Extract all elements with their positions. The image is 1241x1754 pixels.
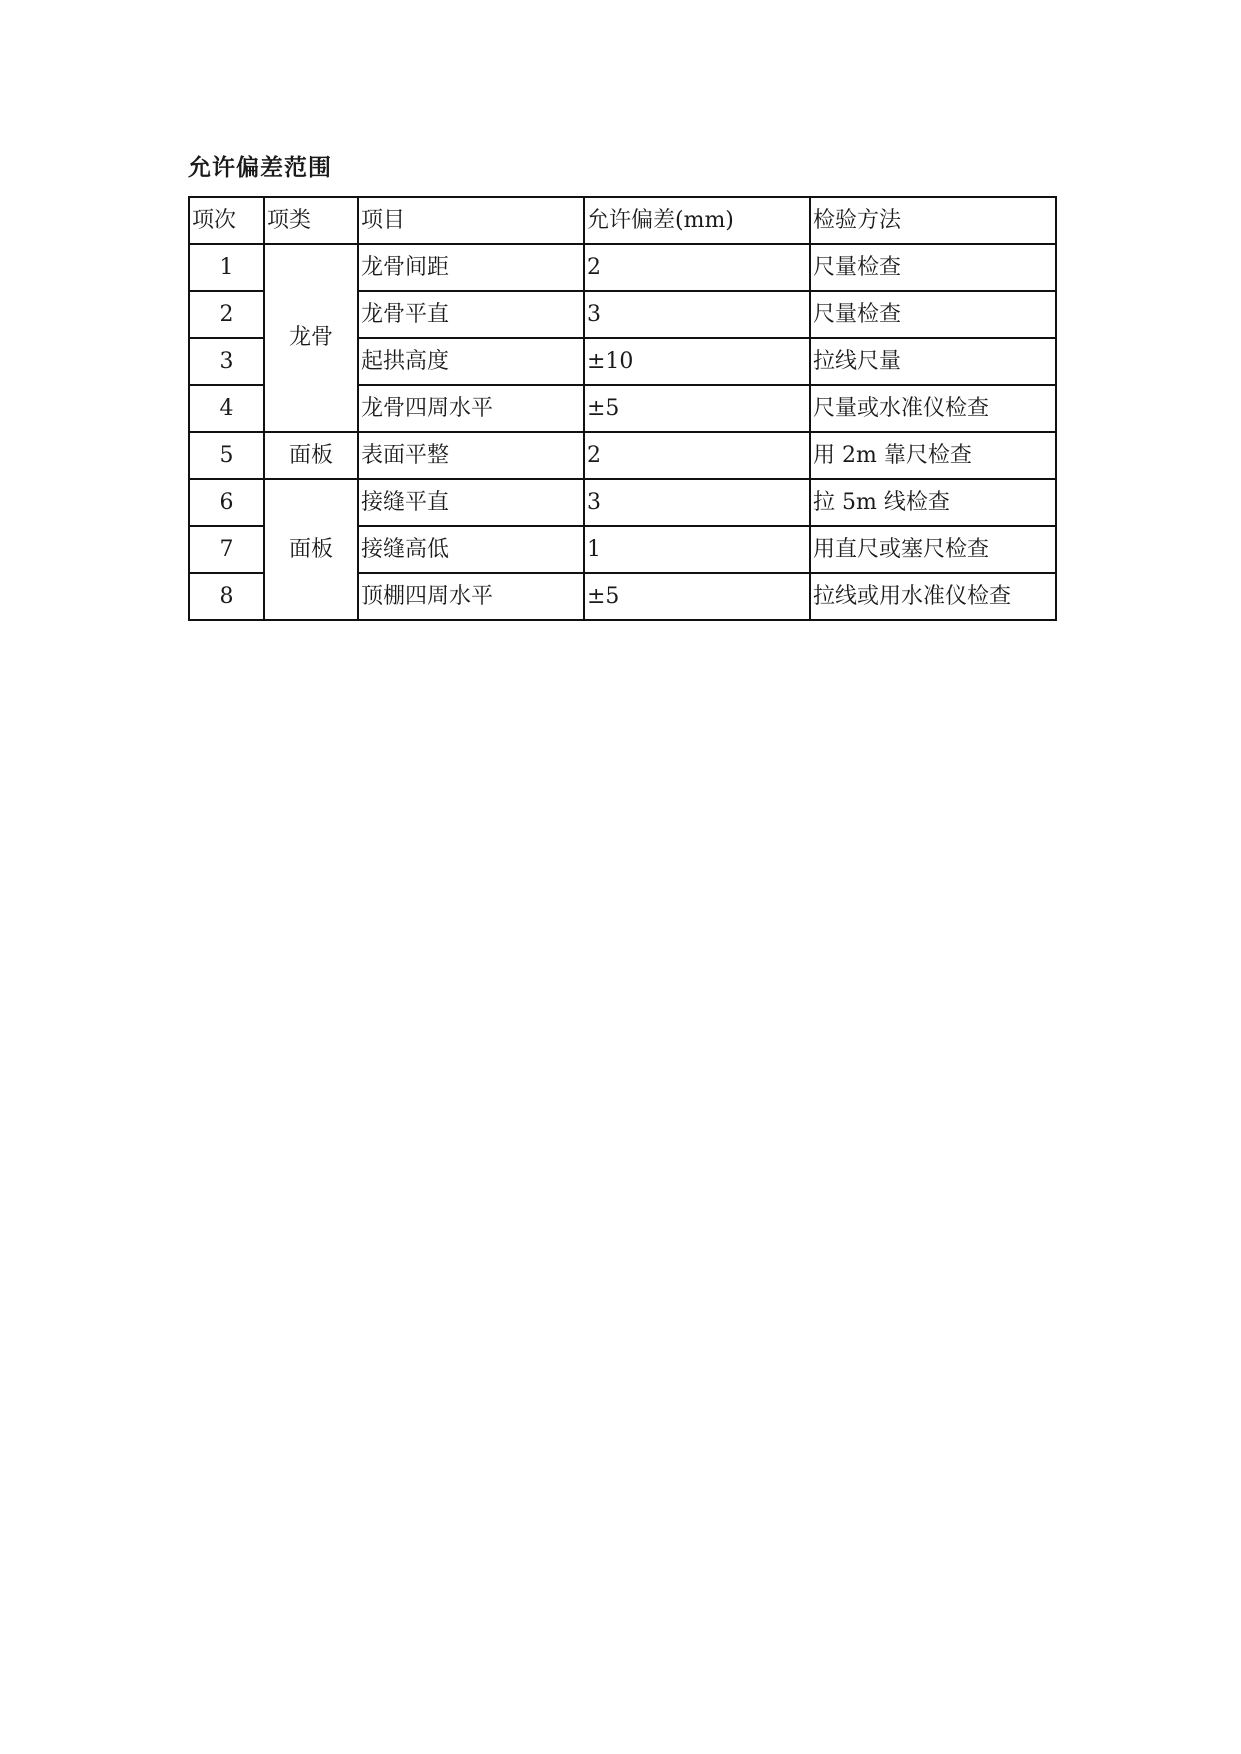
header-category: 项类 [264,197,358,244]
tolerance-cell: 1 [584,526,810,573]
row-number: 2 [189,291,264,338]
row-number: 4 [189,385,264,432]
tolerance-cell: ±10 [584,338,810,385]
tolerance-cell: 3 [584,291,810,338]
table-row [189,479,1056,526]
header-method: 检验方法 [810,197,1056,244]
row-number: 1 [189,244,264,291]
method-cell: 尺量检查 [810,244,1056,291]
item-cell: 龙骨间距 [358,244,584,291]
item-cell: 起拱高度 [358,338,584,385]
header-no: 项次 [189,197,264,244]
tolerance-cell: ±5 [584,385,810,432]
method-cell: 尺量或水准仪检查 [810,385,1056,432]
method-cell: 拉 5m 线检查 [810,479,1056,526]
row-number: 7 [189,526,264,573]
item-cell: 龙骨四周水平 [358,385,584,432]
category-cell-panel: 面板 [264,432,358,479]
tolerance-table [188,196,1057,621]
method-cell: 拉线或用水准仪检查 [810,573,1056,620]
tolerance-cell: 2 [584,432,810,479]
table-title: 允许偏差范围 [188,155,332,181]
tolerance-cell: 2 [584,244,810,291]
item-cell: 顶棚四周水平 [358,573,584,620]
tolerance-cell: ±5 [584,573,810,620]
header-tolerance: 允许偏差(mm) [584,197,810,244]
item-cell: 接缝平直 [358,479,584,526]
method-cell: 尺量检查 [810,291,1056,338]
method-cell: 用 2m 靠尺检查 [810,432,1056,479]
header-item: 项目 [358,197,584,244]
row-number: 5 [189,432,264,479]
row-number: 6 [189,479,264,526]
item-cell: 接缝高低 [358,526,584,573]
method-cell: 用直尺或塞尺检查 [810,526,1056,573]
tolerance-cell: 3 [584,479,810,526]
method-cell: 拉线尺量 [810,338,1056,385]
row-number: 8 [189,573,264,620]
item-cell: 表面平整 [358,432,584,479]
category-cell-panel: 面板 [264,479,358,620]
table-row [189,432,1056,479]
category-cell-keel: 龙骨 [264,244,358,432]
table-header-row [189,197,1056,244]
table-row [189,244,1056,291]
row-number: 3 [189,338,264,385]
item-cell: 龙骨平直 [358,291,584,338]
